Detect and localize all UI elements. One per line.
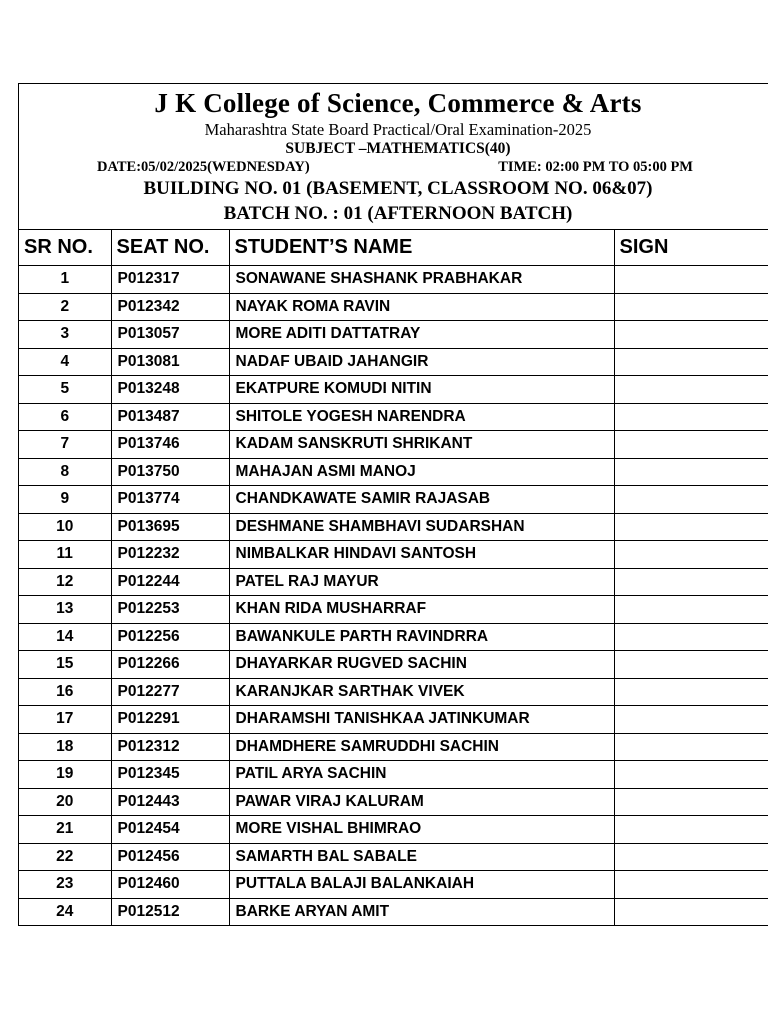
seat-no-cell: P012317: [111, 266, 229, 294]
sign-cell: [614, 458, 768, 486]
sr-no-cell: 5: [19, 376, 111, 404]
student-name-cell: SONAWANE SHASHANK PRABHAKAR: [229, 266, 614, 294]
sr-no-cell: 21: [19, 816, 111, 844]
seat-no-cell: P012443: [111, 788, 229, 816]
table-row: [19, 788, 768, 816]
seat-no-cell: P012312: [111, 733, 229, 761]
student-name-cell: NIMBALKAR HINDAVI SANTOSH: [229, 541, 614, 569]
table-row: [19, 898, 768, 925]
subject-label: SUBJECT –MATHEMATICS(40): [285, 140, 511, 157]
table-row: [19, 321, 768, 349]
table-row: [19, 293, 768, 321]
student-name-cell: BAWANKULE PARTH RAVINDRRA: [229, 623, 614, 651]
student-name-cell: MORE ADITI DATTATRAY: [229, 321, 614, 349]
sr-no-cell: 6: [19, 403, 111, 431]
college-name: J K College of Science, Commerce & Arts: [154, 88, 642, 118]
sign-cell: [614, 871, 768, 899]
sr-no-cell: 13: [19, 596, 111, 624]
seat-no-cell: P013248: [111, 376, 229, 404]
sign-cell: [614, 348, 768, 376]
sign-cell: [614, 733, 768, 761]
exam-date: DATE:05/02/2025(WEDNESDAY): [97, 159, 310, 175]
sign-cell: [614, 651, 768, 679]
sr-no-cell: 11: [19, 541, 111, 569]
sr-no-cell: 16: [19, 678, 111, 706]
seat-no-cell: P012253: [111, 596, 229, 624]
sign-cell: [614, 788, 768, 816]
seat-no-cell: P013487: [111, 403, 229, 431]
seat-no-cell: P013750: [111, 458, 229, 486]
sign-cell: [614, 898, 768, 925]
table-row: [19, 678, 768, 706]
sr-no-cell: 8: [19, 458, 111, 486]
seat-no-cell: P012512: [111, 898, 229, 925]
sr-no-cell: 18: [19, 733, 111, 761]
sr-no-cell: 7: [19, 431, 111, 459]
seat-no-cell: P013774: [111, 486, 229, 514]
sr-no-cell: 4: [19, 348, 111, 376]
student-name-cell: MAHAJAN ASMI MANOJ: [229, 458, 614, 486]
sign-cell: [614, 678, 768, 706]
sign-cell: [614, 816, 768, 844]
seat-no-cell: P013746: [111, 431, 229, 459]
student-table: [19, 230, 768, 925]
sr-no-cell: 10: [19, 513, 111, 541]
sr-no-cell: 24: [19, 898, 111, 925]
seat-no-cell: P012460: [111, 871, 229, 899]
sign-cell: [614, 761, 768, 789]
student-name-cell: CHANDKAWATE SAMIR RAJASAB: [229, 486, 614, 514]
student-name-cell: KARANJKAR SARTHAK VIVEK: [229, 678, 614, 706]
sr-no-cell: 14: [19, 623, 111, 651]
student-name-cell: PAWAR VIRAJ KALURAM: [229, 788, 614, 816]
sign-cell: [614, 568, 768, 596]
table-row: [19, 596, 768, 624]
sr-no-cell: 15: [19, 651, 111, 679]
seat-no-cell: P013057: [111, 321, 229, 349]
seat-no-cell: P012256: [111, 623, 229, 651]
student-name-cell: EKATPURE KOMUDI NITIN: [229, 376, 614, 404]
sr-no-cell: 1: [19, 266, 111, 294]
student-name-cell: KADAM SANSKRUTI SHRIKANT: [229, 431, 614, 459]
sr-no-cell: 9: [19, 486, 111, 514]
sheet-header: [19, 84, 768, 230]
table-row: [19, 816, 768, 844]
student-name-cell: DHAMDHERE SAMRUDDHI SACHIN: [229, 733, 614, 761]
table-row: [19, 651, 768, 679]
seat-no-cell: P012456: [111, 843, 229, 871]
sr-no-cell: 17: [19, 706, 111, 734]
seat-no-cell: P012244: [111, 568, 229, 596]
sign-cell: [614, 541, 768, 569]
column-header-seat-no: SEAT NO.: [111, 230, 229, 266]
sr-no-cell: 12: [19, 568, 111, 596]
student-name-cell: KHAN RIDA MUSHARRAF: [229, 596, 614, 624]
student-name-cell: MORE VISHAL BHIMRAO: [229, 816, 614, 844]
sr-no-cell: 22: [19, 843, 111, 871]
seat-no-cell: P012277: [111, 678, 229, 706]
sr-no-cell: 2: [19, 293, 111, 321]
attendance-sheet: [18, 83, 768, 926]
sr-no-cell: 19: [19, 761, 111, 789]
student-name-cell: DESHMANE SHAMBHAVI SUDARSHAN: [229, 513, 614, 541]
student-name-cell: PUTTALA BALAJI BALANKAIAH: [229, 871, 614, 899]
student-name-cell: SHITOLE YOGESH NARENDRA: [229, 403, 614, 431]
table-row: [19, 568, 768, 596]
table-row: [19, 843, 768, 871]
sign-cell: [614, 843, 768, 871]
student-name-cell: PATEL RAJ MAYUR: [229, 568, 614, 596]
sign-cell: [614, 431, 768, 459]
table-row: [19, 403, 768, 431]
sign-cell: [614, 596, 768, 624]
column-header-sign: SIGN: [614, 230, 768, 266]
seat-no-cell: P012266: [111, 651, 229, 679]
sign-cell: [614, 706, 768, 734]
table-row: [19, 431, 768, 459]
building-info: BUILDING NO. 01 (BASEMENT, CLASSROOM NO. 06&07): [143, 178, 653, 199]
sign-cell: [614, 321, 768, 349]
sign-cell: [614, 403, 768, 431]
table-row: [19, 486, 768, 514]
seat-no-cell: P013081: [111, 348, 229, 376]
table-row: [19, 266, 768, 294]
table-row: [19, 541, 768, 569]
student-name-cell: BARKE ARYAN AMIT: [229, 898, 614, 925]
date-time-row: [19, 158, 768, 176]
table-row: [19, 376, 768, 404]
batch-info: BATCH NO. : 01 (AFTERNOON BATCH): [223, 203, 573, 224]
column-header-student-name: STUDENT’S NAME: [229, 230, 614, 266]
table-header-row: [19, 230, 768, 266]
table-row: [19, 348, 768, 376]
student-name-cell: DHAYARKAR RUGVED SACHIN: [229, 651, 614, 679]
column-header-sr-no: SR NO.: [19, 230, 111, 266]
sign-cell: [614, 293, 768, 321]
student-name-cell: DHARAMSHI TANISHKAA JATINKUMAR: [229, 706, 614, 734]
student-name-cell: NADAF UBAID JAHANGIR: [229, 348, 614, 376]
table-row: [19, 733, 768, 761]
table-row: [19, 513, 768, 541]
board-exam-title: Maharashtra State Board Practical/Oral Examination-2025: [204, 120, 592, 139]
exam-time: TIME: 02:00 PM TO 05:00 PM: [498, 159, 693, 175]
seat-no-cell: P012342: [111, 293, 229, 321]
table-row: [19, 623, 768, 651]
student-name-cell: PATIL ARYA SACHIN: [229, 761, 614, 789]
table-row: [19, 706, 768, 734]
sign-cell: [614, 266, 768, 294]
student-name-cell: SAMARTH BAL SABALE: [229, 843, 614, 871]
seat-no-cell: P012291: [111, 706, 229, 734]
sr-no-cell: 23: [19, 871, 111, 899]
table-row: [19, 871, 768, 899]
seat-no-cell: P013695: [111, 513, 229, 541]
seat-no-cell: P012232: [111, 541, 229, 569]
seat-no-cell: P012345: [111, 761, 229, 789]
sr-no-cell: 3: [19, 321, 111, 349]
sign-cell: [614, 513, 768, 541]
student-name-cell: NAYAK ROMA RAVIN: [229, 293, 614, 321]
sign-cell: [614, 486, 768, 514]
table-body: [19, 266, 768, 926]
sr-no-cell: 20: [19, 788, 111, 816]
table-row: [19, 458, 768, 486]
table-row: [19, 761, 768, 789]
seat-no-cell: P012454: [111, 816, 229, 844]
sign-cell: [614, 623, 768, 651]
sign-cell: [614, 376, 768, 404]
